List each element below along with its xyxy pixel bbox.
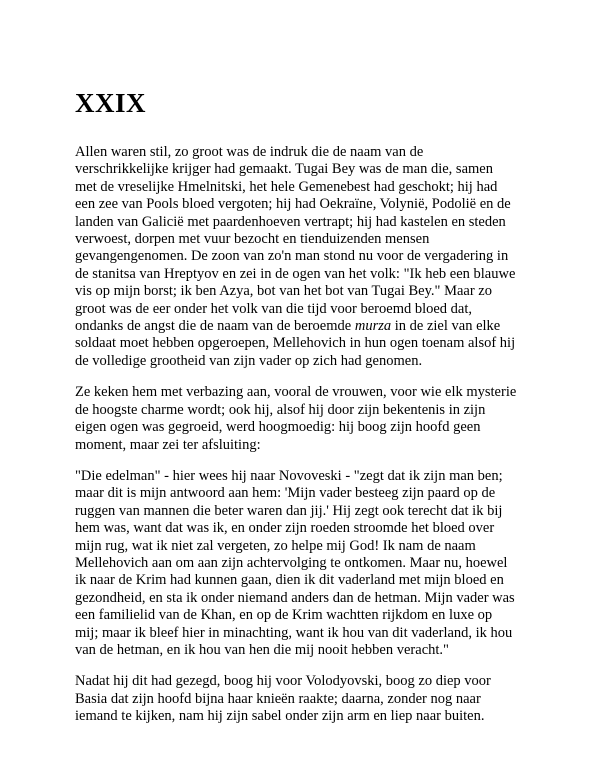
text-line: van de hetman, en ik hou van hen die mij nooit hebben veracht." [75,641,449,658]
text-line: met de vreselijke Hmelnitski, het hele Gemenebest had geschokt; hij had [75,178,498,195]
text-line: een zee van Pools bloed vergoten; hij had Oekraïne, Volynië, Podolië en de [75,196,511,213]
book-page [75,88,535,740]
text-segment: in de ziel van elke [391,318,501,335]
text-line: groot was de eer onder het volk van die tijd voor beroemd bloed dat, [75,300,473,317]
text-line: landen van Galicië met paardenhoeven vertrapt; hij had kastelen en steden [75,213,506,230]
paragraph-4 [75,673,535,725]
text-line: de volledige grootheid van zijn vader op zich had genomen. [75,352,423,369]
text-line: mij; maar ik bleef hier in minachting, want ik hou van dit vaderland, ik hou [75,624,513,641]
text-line: de hoogste charme wordt; ook hij, alsof hij door zijn bekentenis in zijn [75,401,486,418]
text-line: Ze keken hem met verbazing aan, vooral de vrouwen, voor wie elk mysterie [75,384,517,401]
text-line: de stanitsa van Hreptyov en zei in de ogen van het volk: "Ik heb een blauwe [75,265,516,282]
text-line: Allen waren stil, zo groot was de indruk die de naam van de [75,144,424,160]
text-line: Basia dat zijn hoofd bijna haar knieën raakte; daarna, zonder nog naar [75,690,481,707]
text-line: Nadat hij dit had gezegd, boog hij voor Volodyovski, boog zo diep voor [75,673,491,690]
text-line: gevangengenomen. De zoon van zo'n man stond nu voor de vergadering in [75,248,509,265]
paragraph-2 [75,384,535,454]
paragraph-1 [75,144,535,370]
text-line: ik naar de Krim had kunnen gaan, dien ik dit vaderland met mijn bloed en [75,572,504,589]
text-line: vis op mijn borst; ik ben Azya, bot van het bot van Tugai Bey." Maar zo [75,283,492,300]
text-line: ruggen van mannen die beter waren dan jij.' Hij zegt ook terecht dat ik bij [75,502,503,519]
text-line: verwoest, dorpen met vuur bezocht en tienduizenden mensen [75,231,430,248]
text-line: iemand te kijken, nam hij zijn sabel onder zijn arm en liep naar buiten. [75,708,485,725]
paragraph-3 [75,468,535,659]
text-line: verschrikkelijke krijger had gemaakt. Tugai Bey was de man die, samen [75,161,493,178]
text-line: gezondheid, en sta ik onder niemand anders dan de hetman. Mijn vader was [75,589,515,606]
chapter-title: XXIX [75,88,147,118]
text-line: maar dit is mijn antwoord aan hem: 'Mijn vader besteeg zijn paard op de [75,485,496,502]
text-line: "Die edelman" - hier wees hij naar Novoveski - "zegt dat ik zijn man ben; [75,467,503,484]
text-line: een familielid van de Khan, en op de Krim wachtten rijkdom en luxe op [75,607,493,624]
text-segment: ondanks de angst die de naam van de beroemde [75,318,355,335]
text-line: Mellehovich aan om aan zijn achtervolging te ontkomen. Maar nu, hoewel [75,554,508,571]
text-line: soldaat moet hebben opgeroepen, Mellehovich in hun ogen toenam alsof hij [75,335,516,352]
italic-term: murza [354,318,392,335]
text-line: moment, maar zei ter afsluiting: [75,436,261,453]
text-line: mijn rug, wat ik niet zal vergeten, zo helpe mij God! Ik nam de naam [75,537,476,554]
text-line: hem was, want dat was ik, en onder zijn roeden stroomde het bloed over [75,520,495,537]
text-line: eigen ogen was gegroeid, werd hoogmoedig: hij boog zijn hoofd geen [75,419,481,436]
text-line [75,318,535,335]
